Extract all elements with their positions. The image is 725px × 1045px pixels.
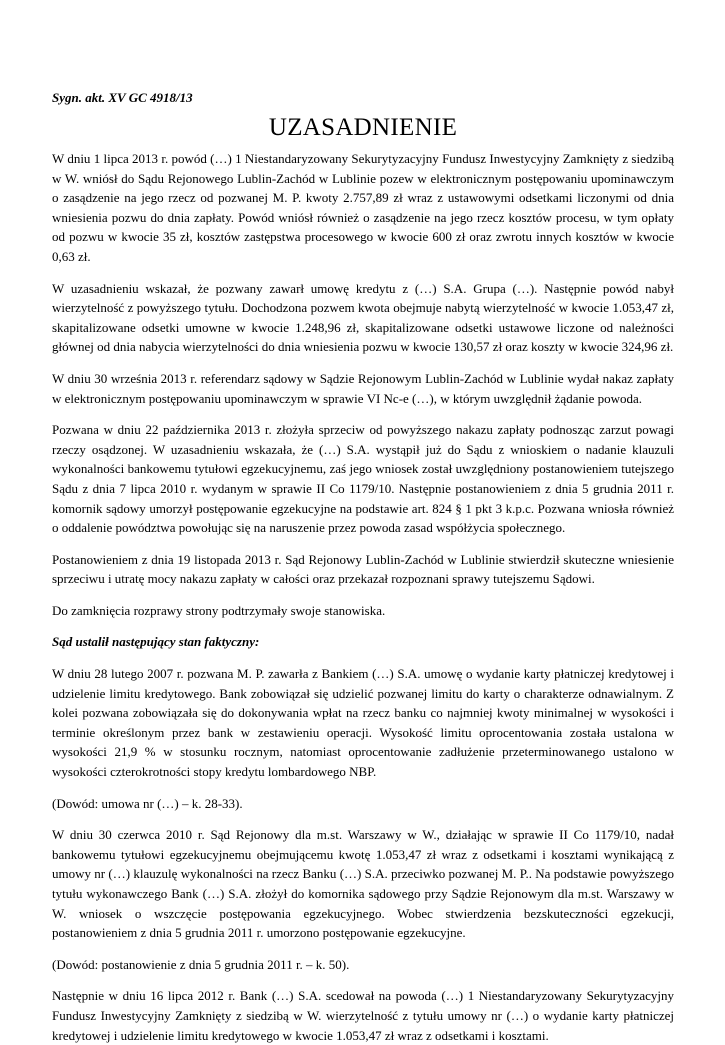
section-heading-facts: Sąd ustalił następujący stan faktyczny: <box>52 634 260 650</box>
paragraph-assignment: Następnie w dniu 16 lipca 2012 r. Bank (…) S.A. scedował na powoda (…) 1 Niestandaryzowany Sekurytyzacyjny Fundusz Inwestycyjny Zamknięty z siedzibą w W. wierzytelność z tytułu umowy nr (…) o wydanie karty płatniczej kredytowej i udzielenie limitu kredytowego w kwocie 1.053,47 zł wraz z odsetkami i kosztami. <box>52 988 674 1043</box>
paragraph-evidence-agreement: (Dowód: umowa nr (…) – k. 28-33). <box>52 795 243 811</box>
paragraph-objection: Pozwana w dniu 22 października 2013 r. złożyła sprzeciw od powyższego nakazu zapłaty podnosząc zarzut powagi rzeczy osądzonej. W uzasadnieniu wskazała, że (…) S.A. wystąpił już do Sądu z wnioskiem o nadanie klauzuli wykonalności bankowemu tytułowi egzekucyjnemu, zaś jego wniosek został uwzględniony postanowieniem tutejszego Sądu z dnia 7 lipca 2010 r. wydanym w sprawie II Co 1179/10. Następnie postanowieniem z dnia 5 grudnia 2011 r. komornik sądowy umorzył postępowanie egzekucyjne na podstawie art. 824 § 1 pkt 3 k.p.c. Pozwana wniosła również o oddalenie powództwa powołując się na naruszenie przez powoda zasad współżycia społecznego. <box>52 422 674 536</box>
paragraph-ruling: Postanowieniem z dnia 19 listopada 2013 r. Sąd Rejonowy Lublin-Zachód w Lublinie stwierdził skuteczne wniesienie sprzeciwu i utratę mocy nakazu zapłaty w całości oraz przekazał rozpoznani sprawy tutejszemu Sądowi. <box>52 551 674 587</box>
case-signature: Sygn. akt. XV GC 4918/13 <box>52 90 193 105</box>
paragraph-enforcement: W dniu 30 czerwca 2010 r. Sąd Rejonowy dla m.st. Warszawy w W., działając w sprawie II Co 1179/10, nadał bankowemu tytułowi egzekucyjnemu obejmującemu kwotę 1.053,47 zł wraz z odsetkami i kosztami wynikającą z umowy nr (…) klauzulę wykonalności na rzecz Banku (…) S.A. przeciwko pozwanej M. P.. Na podstawie powyższego tytułu wykonawczego Bank (…) S.A. złożył do komornika sądowego przy Sądzie Rejonowym dla m.st. Warszawy w W. wniosek o wszczęcie postępowania egzekucyjnego. Wobec stwierdzenia bezskuteczności egzekucji, postanowieniem z dnia 5 grudnia 2011 r. umorzono postępowanie egzekucyjne. <box>52 827 674 941</box>
paragraph-payment-order: W dniu 30 września 2013 r. referendarz sądowy w Sądzie Rejonowym Lublin-Zachód w Lublinie wydał nakaz zapłaty w elektronicznym postępowaniu upominawczym w sprawie VI Nc-e (…), w którym uwzględnił żądanie powoda. <box>52 370 674 406</box>
paragraph-claim: W dniu 1 lipca 2013 r. powód (…) 1 Niestandaryzowany Sekurytyzacyjny Fundusz Inwestycyjny Zamknięty z siedzibą w W. wniósł do Sądu Rejonowego Lublin-Zachód w Lublinie pozew w elektronicznym postępowaniu upominawczym o zasądzenie na jego rzecz od pozwanej M. P. kwoty 2.757,89 zł wraz z ustawowymi odsetkami liczonymi od dnia wniesienia pozwu do dnia zapłaty. Powód wniósł również o zasądzenie na jego rzecz kosztów procesu, w tym opłaty od pozwu w kwocie 35 zł, kosztów zastępstwa procesowego w kwocie 600 zł oraz zwrotu innych kosztów w kwocie 0,63 zł. <box>52 151 674 264</box>
document-title: UZASADNIENIE <box>268 114 458 141</box>
paragraph-justification: W uzasadnieniu wskazał, że pozwany zawarł umowę kredytu z (…) S.A. Grupa (…). Następnie powód nabył wierzytelność z powyższego tytułu. Dochodzona pozwem kwota obejmuje nabytą wierzytelność w kwocie 1.053,47 zł, skapitalizowane odsetki umowne w kwocie 1.248,96 zł, skapitalizowane odsetki ustawowe liczone od należności głównej od dnia nabycia wierzytelności do dnia wniesienia pozwu w kwocie 130,57 zł oraz koszty w kwocie 324,96 zł. <box>52 280 674 355</box>
paragraph-agreement: W dniu 28 lutego 2007 r. pozwana M. P. zawarła z Bankiem (…) S.A. umowę o wydanie karty płatniczej kredytowej i udzielenie limitu kredytowego. Bank zobowiązał się udzielić pozwanej limitu do karty o charakterze odnawialnym. Z kolei pozwana zobowiązała się do dokonywania wpłat na rzecz banku co najmniej kwoty minimalnej w wysokości i terminie określonym przez bank w zestawieniu operacji. Wysokość limitu oprocentowania została ustalona w wysokości 21,9 % w stosunku rocznym, natomiast oprocentowanie zadłużenie przeterminowanego ustalono w wysokości czterokrotności stopy kredytu lombardowego NBP. <box>52 666 674 780</box>
paragraph-evidence-decision: (Dowód: postanowienie z dnia 5 grudnia 2011 r. – k. 50). <box>52 956 350 972</box>
paragraph-closing: Do zamknięcia rozprawy strony podtrzymały swoje stanowiska. <box>52 602 386 618</box>
